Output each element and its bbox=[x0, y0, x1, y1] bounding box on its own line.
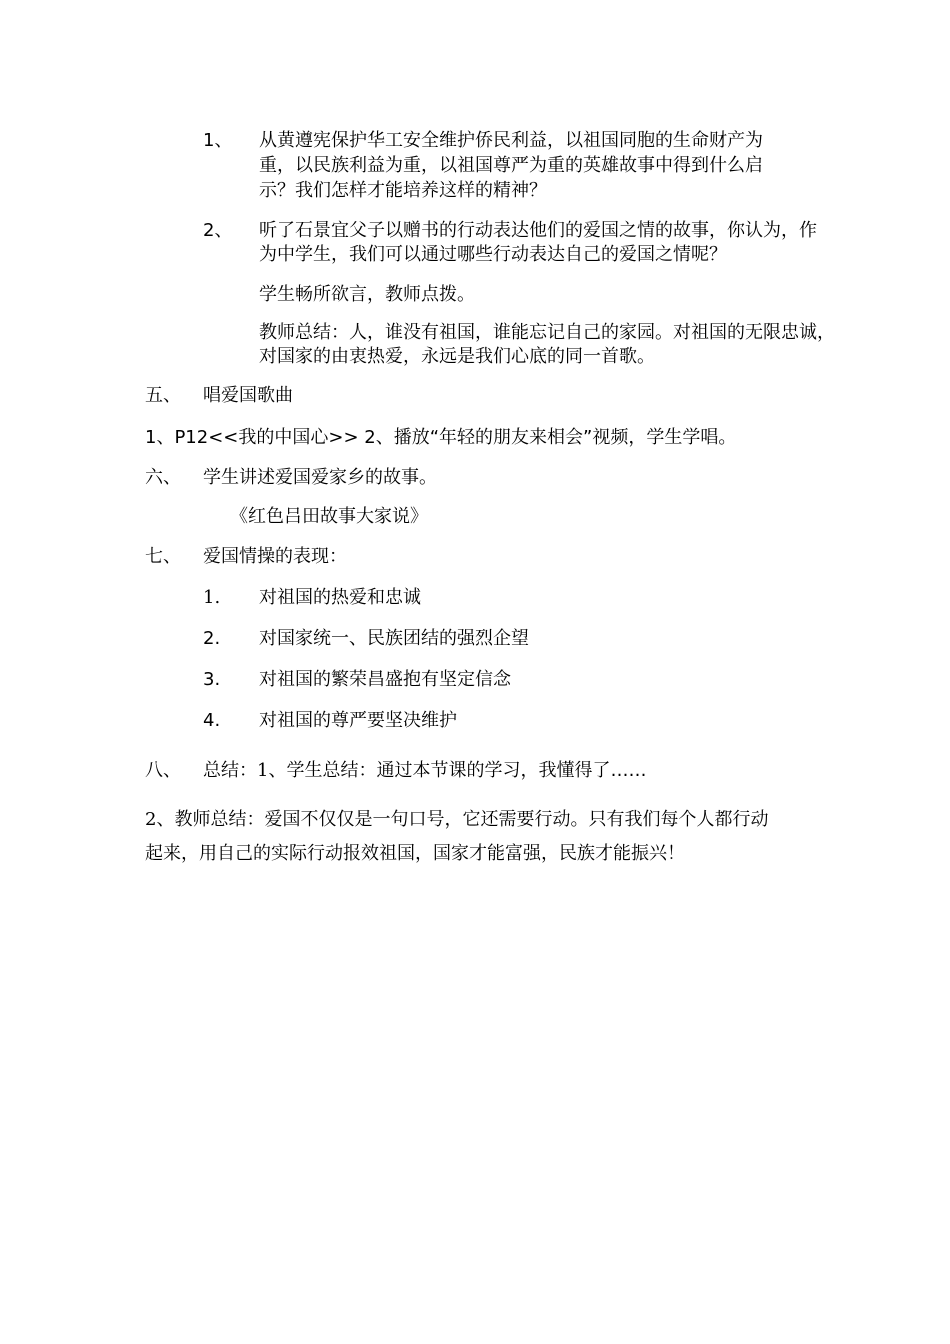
section-5-number: 五、 bbox=[145, 385, 181, 406]
songs-line: 1、P12<<我的中国心>> 2、播放“年轻的朋友来相会”视频，学生学唱。 bbox=[145, 427, 737, 448]
section-8-prefix: 总结： bbox=[203, 760, 257, 781]
final-summary-number: 2 bbox=[145, 809, 157, 830]
question-1-line-2: 重，以民族利益为重，以祖国尊严为重的英雄故事中得到什么启 bbox=[259, 155, 763, 176]
final-summary-text-1: 、教师总结：爱国不仅仅是一句口号，它还需要行动。只有我们每个人都行动 bbox=[156, 809, 769, 830]
expression-1-text: 对祖国的热爱和忠诚 bbox=[259, 587, 421, 608]
section-8-sub-number: 1 bbox=[257, 760, 269, 781]
question-1-line-3: 示？我们怎样才能培养这样的精神？ bbox=[259, 180, 547, 201]
section-6-number: 六、 bbox=[145, 467, 181, 488]
question-2-number: 2、 bbox=[203, 220, 233, 241]
question-2-line-2: 为中学生，我们可以通过哪些行动表达自己的爱国之情呢？ bbox=[259, 244, 727, 265]
section-8-number: 八、 bbox=[145, 760, 181, 781]
expression-1-number: 1. bbox=[203, 587, 221, 608]
expression-2-text: 对国家统一、民族团结的强烈企望 bbox=[259, 628, 529, 649]
expression-4-text: 对祖国的尊严要坚决维护 bbox=[259, 710, 457, 731]
teacher-summary-line-2: 对国家的由衷热爱，永远是我们心底的同一首歌。 bbox=[259, 346, 655, 367]
question-2-line-1: 听了石景宜父子以赠书的行动表达他们的爱国之情的故事，你认为，作 bbox=[259, 220, 817, 241]
expression-3-text: 对祖国的繁荣昌盛抱有坚定信念 bbox=[259, 669, 511, 690]
expression-2-number: 2. bbox=[203, 628, 221, 649]
expression-3-number: 3. bbox=[203, 669, 221, 690]
question-1-line-1: 从黄遵宪保护华工安全维护侨民利益，以祖国同胞的生命财产为 bbox=[259, 130, 763, 151]
section-7-number: 七、 bbox=[145, 546, 181, 567]
section-8-text: 、学生总结：通过本节课的学习，我懂得了…… bbox=[268, 760, 647, 781]
students-speak-text: 学生畅所欲言，教师点拨。 bbox=[259, 284, 475, 305]
final-summary-line-2: 起来，用自己的实际行动报效祖国，国家才能富强，民族才能振兴！ bbox=[145, 843, 685, 864]
section-6-title: 学生讲述爱国爱家乡的故事。 bbox=[203, 467, 437, 488]
expression-4-number: 4. bbox=[203, 710, 221, 731]
section-7-title: 爱国情操的表现： bbox=[203, 546, 347, 567]
final-summary-line-1 bbox=[145, 808, 768, 832]
story-book-title: 《红色吕田故事大家说》 bbox=[230, 506, 428, 527]
section-5-title: 唱爱国歌曲 bbox=[203, 385, 293, 406]
teacher-summary-line-1: 教师总结：人，谁没有祖国，谁能忘记自己的家园。对祖国的无限忠诚， bbox=[259, 322, 835, 343]
section-8-line bbox=[203, 759, 646, 783]
question-1-number: 1、 bbox=[203, 130, 233, 151]
